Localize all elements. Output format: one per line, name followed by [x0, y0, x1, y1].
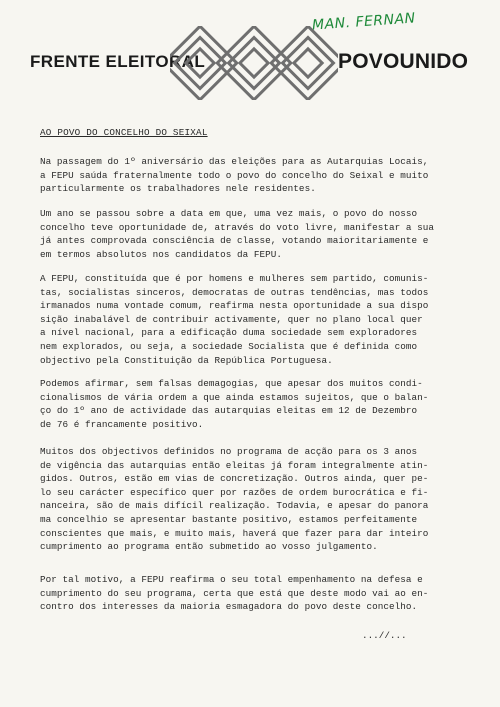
text-line: Por tal motivo, a FEPU reafirma o seu total empenhamento na defesa e [40, 574, 423, 585]
paragraph-5 [40, 445, 428, 554]
text-line: a FEPU saúda fraternalmente todo o povo do concelho do Seixal e muito [40, 169, 429, 181]
paragraph-2 [40, 207, 434, 261]
text-line: nem explorados, ou seja, a sociedade Socialista que é definida como [40, 340, 418, 352]
text-line: A FEPU, constituída que é por homens e mulheres sem partido, comunis- [40, 273, 429, 284]
text-line: já antes comprovada consciência de classe, votando maioritariamente e [40, 235, 429, 247]
continuation-mark: ...//... [362, 630, 407, 641]
text-line: cionalismos de vária ordem a que ainda estamos sujeitos, que o balan- [40, 391, 429, 403]
handwritten-annotation: MAN. FERNAN [311, 10, 417, 34]
text-line: de 76 é francamente positivo. [40, 418, 204, 430]
text-line: tas, socialistas sinceros, democratas de outras tendências, mas todos [40, 286, 429, 298]
text-line: gidos. Outros, estão em vias de concretização. Outros ainda, quer pe- [40, 473, 429, 485]
paragraph-3 [40, 272, 428, 367]
text-line: a nível nacional, para a edificação duma sociedade sem exploradores [40, 327, 418, 339]
text-line: Podemos afirmar, sem falsas demagogias, que apesar dos muitos condi- [40, 378, 423, 389]
text-line: em termos absolutos nos candidatos da FEPU. [40, 248, 283, 260]
text-line: objectivo pela Constituição da República Portuguesa. [40, 354, 333, 366]
text-line: conscientes que mais, e muito mais, haverá que fazer para dar inteiro [40, 527, 429, 539]
text-line: nanceira, são de mais difícil realização. Todavia, e apesar do panora [40, 500, 429, 512]
text-line: ma concelhio se apresentar bastante positivo, estamos perfeitamente [40, 513, 418, 525]
paragraph-6 [40, 573, 428, 614]
text-line: sição inabalável de contribuir activamente, quer no plano local quer [40, 313, 423, 325]
text-line: particularmente os trabalhadores nele residentes. [40, 183, 316, 195]
text-line: Um ano se passou sobre a data em que, uma vez mais, o povo do nosso [40, 208, 418, 219]
org-name-left: FRENTE ELEITORAL [30, 52, 206, 71]
text-line: irmanados numa vontade comum, reafirma nesta oportunidade a sua dispo [40, 300, 429, 312]
text-line: de vigência das autarquias então eleitas já foram integralmente atin- [40, 459, 429, 471]
text-line: concelho teve oportunidade de, através do voto livre, manifestar a sua [40, 221, 435, 233]
page-title: AO POVO DO CONCELHO DO SEIXAL [40, 127, 208, 138]
text-line: Muitos dos objectivos definidos no programa de acção para os 3 anos [40, 446, 418, 457]
fepu-logo-icon [170, 26, 338, 100]
org-name-right: POVOUNIDO [338, 50, 469, 73]
text-line: lo seu carácter específico quer por razões de ordem burocrática e fi- [40, 486, 429, 498]
text-line: Na passagem do 1º aniversário das eleições para as Autarquias Locais, [40, 156, 429, 167]
paragraph-1 [40, 155, 428, 196]
text-line: contro dos interesses da maioria esmagadora do povo deste concelho. [40, 601, 418, 613]
paragraph-4 [40, 377, 428, 431]
text-line: cumprimento do seu programa, certa que está que deste modo vai ao en- [40, 587, 429, 599]
text-line: ço do 1º ano de actividade das autarquias eleitas em 12 de Dezembro [40, 405, 418, 417]
text-line: cumprimento ao programa então submetido ao vosso julgamento. [40, 541, 378, 553]
